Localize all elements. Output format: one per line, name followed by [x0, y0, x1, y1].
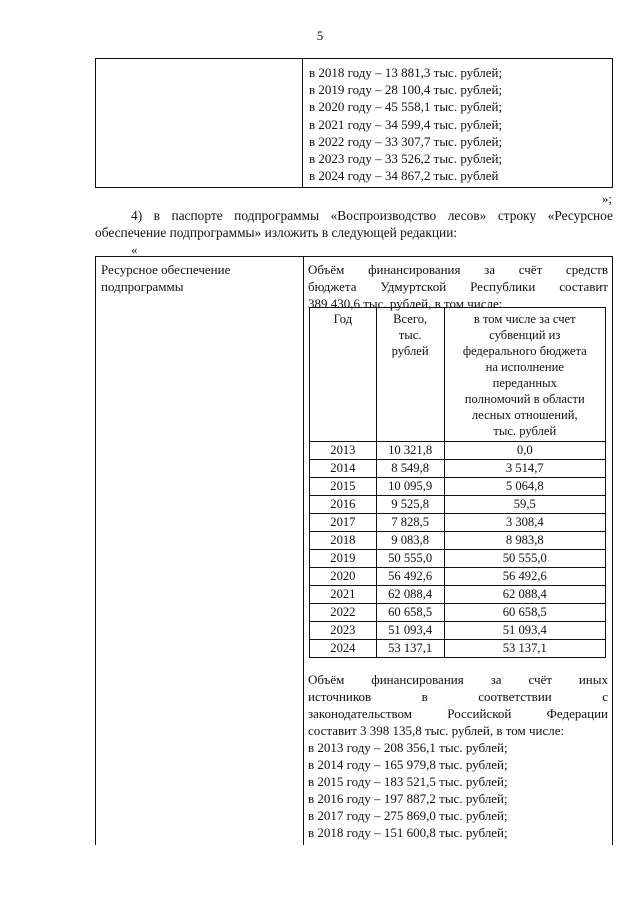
intro-line: Объём финансирования за счёт средств — [308, 262, 608, 277]
continuation-table-label-cell — [96, 59, 303, 187]
other-sources-line: составит 3 398 135,8 тыс. рублей, в том числе: — [308, 723, 565, 738]
funding-line: в 2024 году – 34 867,2 тыс. рублей — [309, 168, 499, 184]
yearly-amount-line: в 2015 году – 183 521,5 тыс. рублей; — [308, 774, 508, 789]
table-row: 2022 60 658,5 60 658,5 — [310, 604, 606, 622]
page-number: 5 — [316, 28, 324, 43]
amendment-paragraph — [95, 207, 613, 241]
table-row: 2016 9 525,8 59,5 — [310, 496, 606, 514]
other-sources-line: законодательством Российской Федерации — [308, 706, 608, 721]
opening-quote: « — [131, 242, 138, 257]
paragraph-line-1: 4) в паспорте подпрограммы «Воспроизводство лесов» строку «Ресурсное — [131, 208, 613, 223]
label-line: подпрограммы — [101, 279, 184, 294]
yearly-amount-line: в 2016 году – 197 887,2 тыс. рублей; — [308, 791, 508, 806]
other-sources-line: источников в соответствии с — [308, 689, 608, 704]
funding-line: в 2019 году – 28 100,4 тыс. рублей; — [309, 82, 503, 98]
table-row: 2015 10 095,9 5 064,8 — [310, 478, 606, 496]
budget-intro — [308, 261, 608, 312]
table-row: 2023 51 093,4 51 093,4 — [310, 622, 606, 640]
yearly-amount-line: в 2014 году – 165 979,8 тыс. рублей; — [308, 757, 508, 772]
continuation-table — [95, 58, 613, 188]
table-row: 2017 7 828,5 3 308,4 — [310, 514, 606, 532]
funding-line: в 2022 году – 33 307,7 тыс. рублей; — [309, 133, 503, 149]
label-line: Ресурсное обеспечение — [101, 262, 231, 277]
column-divider — [303, 257, 304, 845]
table-header-row — [310, 308, 606, 442]
other-sources-text — [308, 671, 608, 841]
closing-quote: »; — [601, 191, 612, 206]
intro-line: 389 430,6 тыс. рублей, в том числе: — [308, 296, 503, 311]
funding-line: в 2018 году – 13 881,3 тыс. рублей; — [309, 65, 503, 80]
yearly-amount-line: в 2018 году – 151 600,8 тыс. рублей; — [308, 825, 508, 840]
table-row: 2013 10 321,8 0,0 — [310, 442, 606, 460]
table-row: 2021 62 088,4 62 088,4 — [310, 586, 606, 604]
header-subsidy: в том числе за счет субвенций из федерального бюджета на исполнение переданных полномочий в области лесных отношений, тыс. рублей — [444, 308, 605, 442]
resource-label-cell — [101, 261, 297, 295]
continuation-table-value-cell — [309, 64, 608, 184]
intro-line: бюджета Удмуртской Республики составит — [308, 279, 608, 294]
yearly-amount-line: в 2017 году – 275 869,0 тыс. рублей; — [308, 808, 508, 823]
header-total: Всего, тыс. рублей — [376, 308, 444, 442]
funding-line: в 2021 году – 34 599,4 тыс. рублей; — [309, 116, 503, 132]
yearly-amount-line: в 2013 году – 208 356,1 тыс. рублей; — [308, 740, 508, 755]
header-year: Год — [310, 308, 377, 442]
table-row: 2024 53 137,1 53 137,1 — [310, 640, 606, 658]
table-row: 2020 56 492,6 56 492,6 — [310, 568, 606, 586]
table-row: 2014 8 549,8 3 514,7 — [310, 460, 606, 478]
funding-line: в 2023 году – 33 526,2 тыс. рублей; — [309, 151, 503, 167]
table-row: 2019 50 555,0 50 555,0 — [310, 550, 606, 568]
funding-line: в 2020 году – 45 558,1 тыс. рублей; — [309, 99, 503, 115]
other-sources-line: Объём финансирования за счёт иных — [308, 672, 608, 687]
yearly-funding-table — [309, 307, 606, 658]
table-row: 2018 9 083,8 8 983,8 — [310, 532, 606, 550]
paragraph-line-2: обеспечение подпрограммы» изложить в следующей редакции: — [95, 225, 458, 240]
